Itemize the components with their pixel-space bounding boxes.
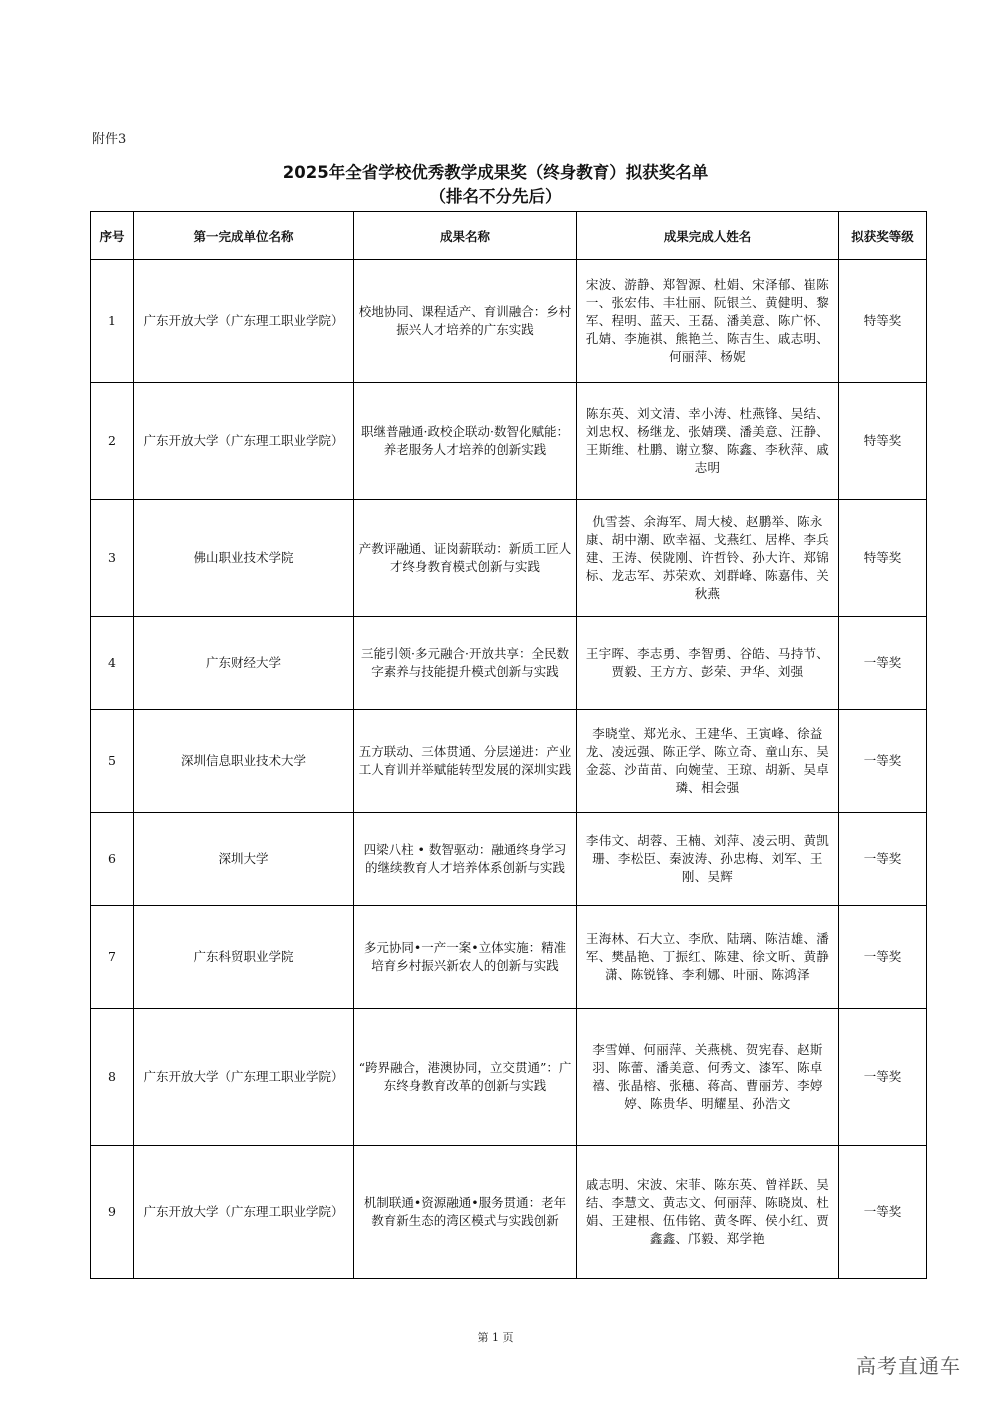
row-unit: 广东开放大学（广东理工职业学院）	[134, 383, 354, 500]
award-table	[90, 211, 927, 1279]
row-unit: 深圳信息职业技术大学	[134, 710, 354, 813]
header-unit: 第一完成单位名称	[134, 212, 354, 260]
document-subtitle: （排名不分先后）	[429, 187, 562, 206]
row-unit: 广东开放大学（广东理工职业学院）	[134, 260, 354, 383]
row-project: “跨界融合，港澳协同，立交贯通”：广东终身教育改革的创新与实践	[354, 1009, 577, 1146]
table-row	[91, 500, 927, 617]
header-level: 拟获奖等级	[839, 212, 927, 260]
table-row	[91, 260, 927, 383]
row-people: 李雪婵、何丽萍、关燕桃、贺宪春、赵斯羽、陈蕾、潘美意、何秀文、漆军、陈卓禧、张晶榕、张穗、蒋高、曹丽芳、李婷婷、陈贵华、明耀星、孙浩文	[577, 1009, 839, 1146]
table-row	[91, 383, 927, 500]
row-unit: 广东开放大学（广东理工职业学院）	[134, 1146, 354, 1279]
header-project: 成果名称	[354, 212, 577, 260]
table-row	[91, 1146, 927, 1279]
row-unit: 广东财经大学	[134, 617, 354, 710]
row-people: 仇雪荟、余海军、周大棱、赵鹏举、陈永康、胡中潮、欧幸福、戈燕红、居桦、李兵建、王涛、侯陇刚、许哲铃、孙大许、郑锦标、龙志军、苏荣欢、刘群峰、陈嘉伟、关秋燕	[577, 500, 839, 617]
row-seq: 5	[91, 710, 134, 813]
row-people: 李晓堂、郑光永、王建华、王寅峰、徐益龙、凌远强、陈正学、陈立奇、童山东、吴金蕊、沙苗苗、向婉莹、王琼、胡新、吴卓璘、相会强	[577, 710, 839, 813]
table-row	[91, 617, 927, 710]
row-people: 陈东英、刘文清、幸小涛、杜燕锋、吴结、刘忠权、杨继龙、张婧璞、潘美意、汪静、王斯维、杜鹏、谢立黎、陈鑫、李秋萍、戚志明	[577, 383, 839, 500]
table-row	[91, 813, 927, 906]
row-project: 四梁八柱 • 数智驱动：融通终身学习的继续教育人才培养体系创新与实践	[354, 813, 577, 906]
row-project: 校地协同、课程适产、育训融合：乡村振兴人才培养的广东实践	[354, 260, 577, 383]
table-row	[91, 710, 927, 813]
attachment-label: 附件3	[92, 132, 127, 147]
row-seq: 8	[91, 1009, 134, 1146]
row-seq: 9	[91, 1146, 134, 1279]
row-unit: 广东开放大学（广东理工职业学院）	[134, 1009, 354, 1146]
row-project: 五方联动、三体贯通、分层递进：产业工人育训并举赋能转型发展的深圳实践	[354, 710, 577, 813]
row-project: 多元协同•一产一案•立体实施：精准培育乡村振兴新农人的创新与实践	[354, 906, 577, 1009]
row-seq: 2	[91, 383, 134, 500]
row-people: 李伟文、胡蓉、王楠、刘萍、凌云明、黄凯珊、李松臣、秦波涛、孙忠梅、刘军、王刚、吴辉	[577, 813, 839, 906]
row-seq: 3	[91, 500, 134, 617]
table-row	[91, 1009, 927, 1146]
watermark: 高考直通车	[856, 1354, 961, 1378]
row-project: 职继普融通·政校企联动·数智化赋能：养老服务人才培养的创新实践	[354, 383, 577, 500]
row-seq: 4	[91, 617, 134, 710]
table-row	[91, 906, 927, 1009]
row-people: 王海林、石大立、李欣、陆璃、陈洁雄、潘军、樊晶艳、丁振红、陈建、徐文昕、黄静潇、陈锐锋、李利娜、叶丽、陈鸿泽	[577, 906, 839, 1009]
row-project: 产教评融通、证岗薪联动：新质工匠人才终身教育模式创新与实践	[354, 500, 577, 617]
row-level: 一等奖	[839, 906, 927, 1009]
row-level: 特等奖	[839, 383, 927, 500]
row-unit: 佛山职业技术学院	[134, 500, 354, 617]
table-header-row	[91, 212, 927, 260]
document-title: 2025年全省学校优秀教学成果奖（终身教育）拟获奖名单	[282, 163, 709, 182]
row-level: 一等奖	[839, 710, 927, 813]
page-number: 第 1 页	[477, 1331, 514, 1344]
row-project: 机制联通•资源融通•服务贯通：老年教育新生态的湾区模式与实践创新	[354, 1146, 577, 1279]
row-unit: 广东科贸职业学院	[134, 906, 354, 1009]
row-people: 戚志明、宋波、宋菲、陈东英、曾祥跃、吴结、李慧文、黄志文、何丽萍、陈晓岚、杜娟、王建根、伍伟铭、黄冬晖、侯小红、贾鑫鑫、邝毅、郑学艳	[577, 1146, 839, 1279]
row-seq: 6	[91, 813, 134, 906]
row-level: 一等奖	[839, 1009, 927, 1146]
row-people: 宋波、游静、郑智源、杜娟、宋泽郁、崔陈一、张宏伟、丰壮丽、阮银兰、黄健明、黎军、程明、蓝天、王磊、潘美意、陈广怀、孔婧、李施祺、熊艳兰、陈吉生、戚志明、何丽萍、杨妮	[577, 260, 839, 383]
row-level: 一等奖	[839, 813, 927, 906]
row-level: 一等奖	[839, 617, 927, 710]
row-unit: 深圳大学	[134, 813, 354, 906]
header-seq: 序号	[91, 212, 134, 260]
row-people: 王宇晖、李志勇、李智勇、谷皓、马持节、贾毅、王方方、彭荣、尹华、刘强	[577, 617, 839, 710]
row-level: 一等奖	[839, 1146, 927, 1279]
row-seq: 1	[91, 260, 134, 383]
header-people: 成果完成人姓名	[577, 212, 839, 260]
row-level: 特等奖	[839, 260, 927, 383]
row-project: 三能引领·多元融合·开放共享：全民数字素养与技能提升模式创新与实践	[354, 617, 577, 710]
row-seq: 7	[91, 906, 134, 1009]
row-level: 特等奖	[839, 500, 927, 617]
